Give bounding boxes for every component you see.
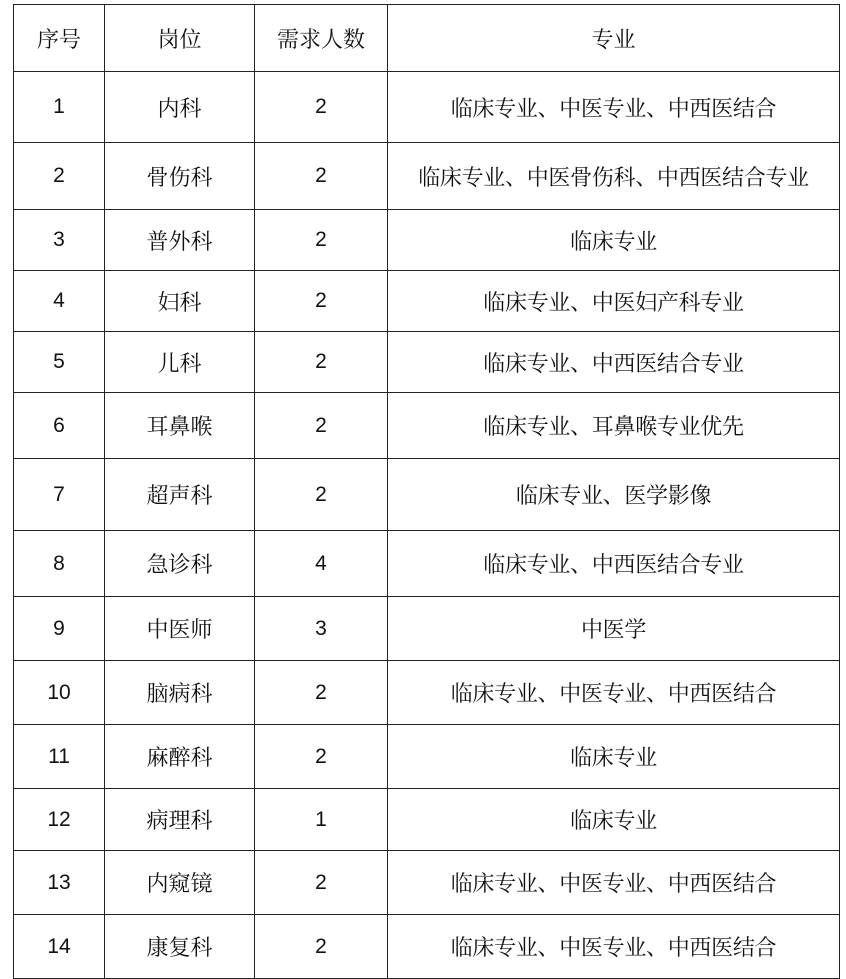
table-row (14, 915, 840, 979)
cell-post: 耳鼻喉 (105, 393, 255, 459)
cell-count: 1 (255, 789, 388, 851)
cell-count: 2 (255, 459, 388, 531)
cell-index: 7 (14, 459, 105, 531)
cell-count: 2 (255, 915, 388, 979)
cell-post: 急诊科 (105, 531, 255, 597)
cell-post: 脑病科 (105, 661, 255, 725)
cell-index: 13 (14, 851, 105, 915)
cell-post: 病理科 (105, 789, 255, 851)
table-row (14, 332, 840, 393)
cell-count: 3 (255, 597, 388, 661)
cell-major: 临床专业、中医妇产科专业 (388, 271, 840, 332)
cell-index: 8 (14, 531, 105, 597)
cell-post: 中医师 (105, 597, 255, 661)
cell-index: 6 (14, 393, 105, 459)
cell-major: 临床专业、中医专业、中西医结合 (388, 915, 840, 979)
table-row (14, 210, 840, 271)
cell-index: 9 (14, 597, 105, 661)
table-header-row (14, 5, 840, 72)
cell-index: 10 (14, 661, 105, 725)
cell-count: 2 (255, 210, 388, 271)
cell-major: 临床专业 (388, 210, 840, 271)
header-major: 专业 (388, 5, 840, 72)
header-count: 需求人数 (255, 5, 388, 72)
cell-index: 3 (14, 210, 105, 271)
cell-post: 妇科 (105, 271, 255, 332)
cell-post: 内窥镜 (105, 851, 255, 915)
cell-major: 临床专业 (388, 789, 840, 851)
cell-index: 14 (14, 915, 105, 979)
table-row (14, 725, 840, 789)
cell-major: 临床专业、中西医结合专业 (388, 531, 840, 597)
cell-post: 康复科 (105, 915, 255, 979)
table-row (14, 393, 840, 459)
cell-index: 2 (14, 143, 105, 210)
table-row (14, 851, 840, 915)
cell-major: 临床专业、中医专业、中西医结合 (388, 661, 840, 725)
cell-count: 2 (255, 72, 388, 143)
cell-index: 1 (14, 72, 105, 143)
cell-major: 临床专业、医学影像 (388, 459, 840, 531)
cell-count: 2 (255, 393, 388, 459)
table-row (14, 143, 840, 210)
table-row (14, 597, 840, 661)
table-row (14, 72, 840, 143)
recruitment-table (13, 4, 840, 979)
cell-post: 超声科 (105, 459, 255, 531)
cell-post: 骨伤科 (105, 143, 255, 210)
cell-post: 儿科 (105, 332, 255, 393)
cell-index: 12 (14, 789, 105, 851)
cell-count: 2 (255, 271, 388, 332)
header-index: 序号 (14, 5, 105, 72)
cell-count: 2 (255, 143, 388, 210)
cell-major: 临床专业、中西医结合专业 (388, 332, 840, 393)
cell-major: 中医学 (388, 597, 840, 661)
table-row (14, 661, 840, 725)
cell-major: 临床专业、中医专业、中西医结合 (388, 851, 840, 915)
cell-count: 2 (255, 661, 388, 725)
cell-count: 4 (255, 531, 388, 597)
cell-count: 2 (255, 332, 388, 393)
table-row (14, 789, 840, 851)
cell-major: 临床专业 (388, 725, 840, 789)
cell-post: 麻醉科 (105, 725, 255, 789)
cell-index: 5 (14, 332, 105, 393)
cell-count: 2 (255, 851, 388, 915)
cell-post: 内科 (105, 72, 255, 143)
table-row (14, 459, 840, 531)
table-row (14, 271, 840, 332)
cell-post: 普外科 (105, 210, 255, 271)
cell-index: 4 (14, 271, 105, 332)
header-post: 岗位 (105, 5, 255, 72)
cell-major: 临床专业、中医骨伤科、中西医结合专业 (388, 143, 840, 210)
cell-major: 临床专业、耳鼻喉专业优先 (388, 393, 840, 459)
table-row (14, 531, 840, 597)
cell-index: 11 (14, 725, 105, 789)
cell-count: 2 (255, 725, 388, 789)
cell-major: 临床专业、中医专业、中西医结合 (388, 72, 840, 143)
